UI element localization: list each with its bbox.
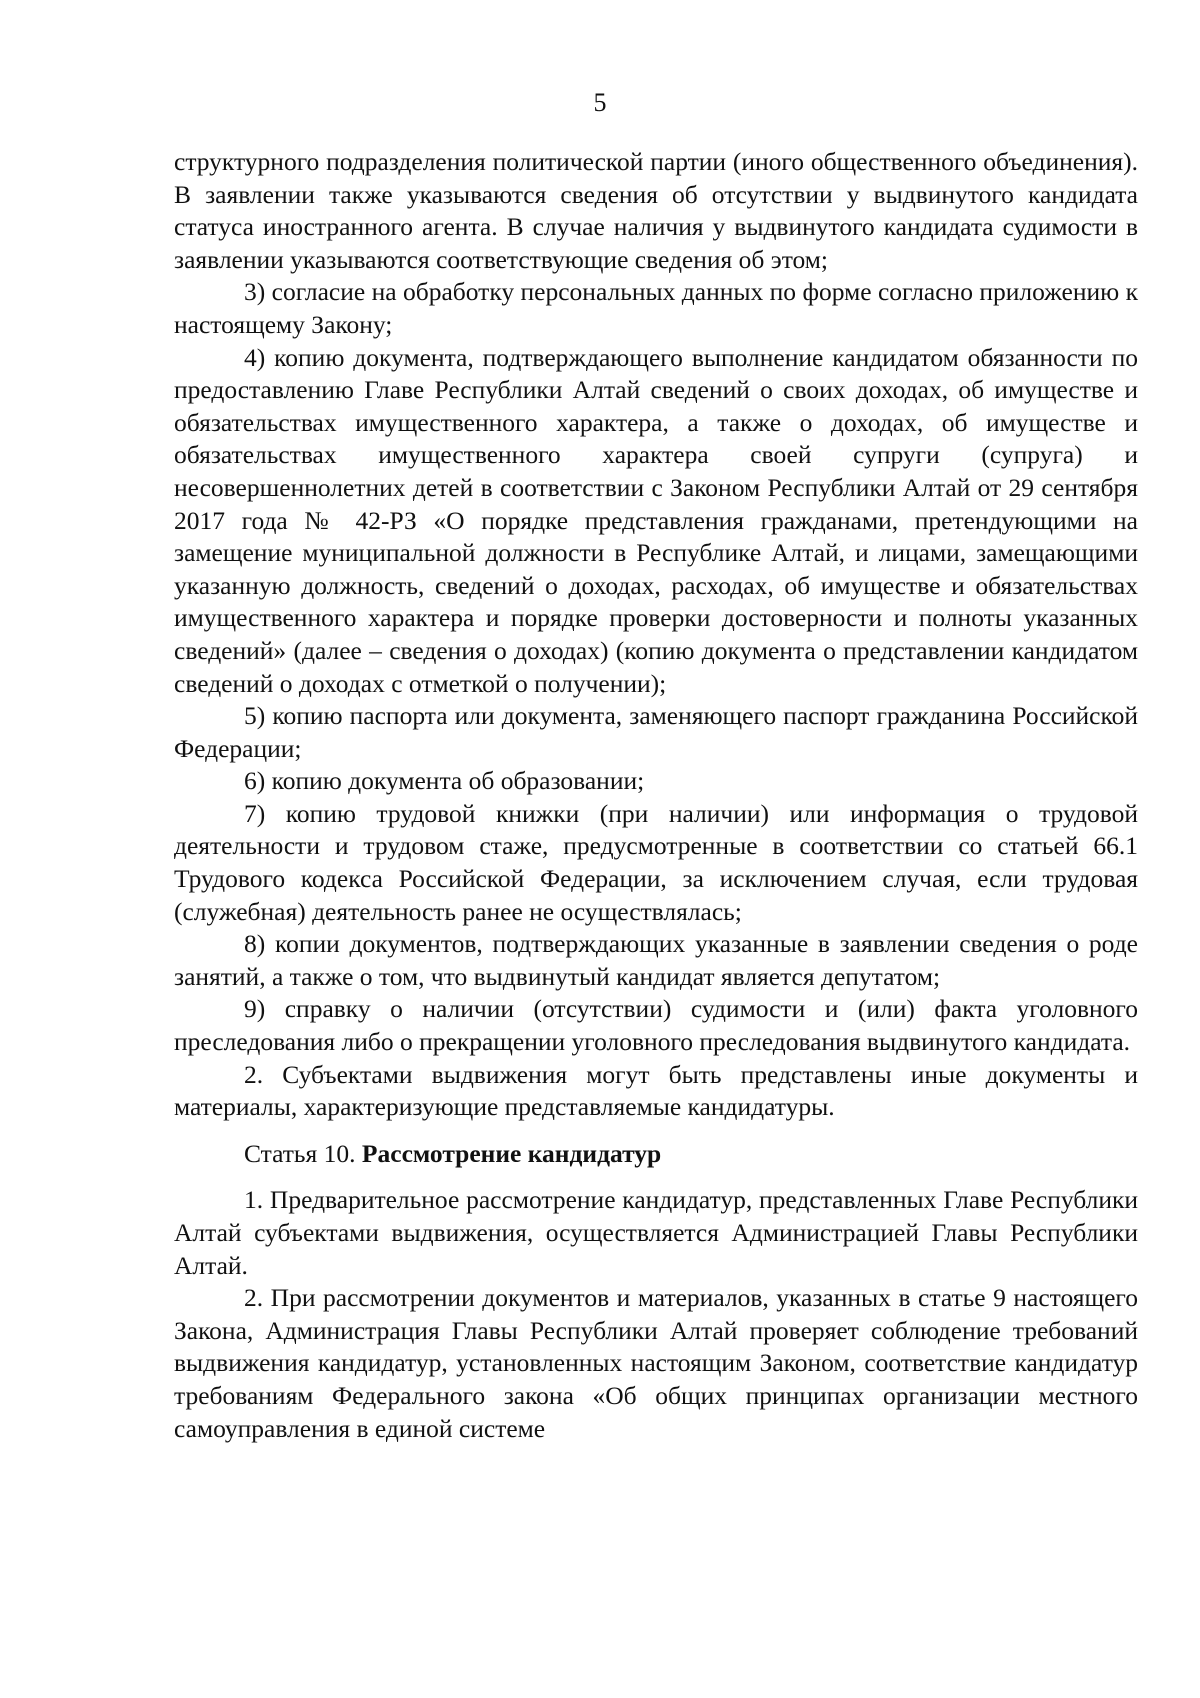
paragraph: 2. При рассмотрении документов и материалов, указанных в статье 9 настоящего Закона, Администрация Главы Республики Алтай проверяет соблюдение требований выдвижения кандидатур, установленных настоящим Законом, соответствие кандидатур требованиям Федерального закона «Об общих принципах организации местного самоуправления в единой системе — [174, 1283, 1138, 1443]
article-prefix: Статья 10. — [244, 1138, 356, 1168]
paragraph: структурного подразделения политической партии (иного общественного объединения). В заявлении также указываются сведения об отсутствии у выдвинутого кандидата статуса иностранного агента. В случае наличия у выдвинутого кандидата судимости в заявлении указываются соответствующие сведения об этом; — [174, 147, 1138, 274]
paragraph: 7) копию трудовой книжки (при наличии) или информация о трудовой деятельности и трудовом стаже, предусмотренные в соответствии со статьей 66.1 Трудового кодекса Российской Федерации, за исключением случая, если трудовая (служебная) деятельность ранее не осуществлялась; — [174, 798, 1138, 926]
paragraphs-before-article — [174, 146, 1138, 1124]
paragraph: 5) копию паспорта или документа, заменяющего паспорт гражданина Российской Федерации; — [174, 701, 1138, 763]
paragraph: 4) копию документа, подтверждающего выполнение кандидатом обязанности по предоставлению Главе Республики Алтай сведений о своих доходах, об имуществе и обязательствах имущественного характера, а также о доходах, об имуществе и обязательствах имущественного характера своей супруги (супруга) и несовершеннолетних детей в соответствии с Законом Республики Алтай от 29 сентября 2017 года № 42-РЗ «О порядке представления гражданами, претендующими на замещение муниципальной должности в Республике Алтай, и лицами, замещающими указанную должность, сведений о доходах, расходах, об имуществе и обязательствах имущественного характера и порядке проверки достоверности и полноты указанных сведений» (далее – сведения о доходах) (копию документа о представлении кандидатом сведений о доходах с отметкой о получении); — [174, 342, 1138, 698]
paragraph: 8) копии документов, подтверждающих указанные в заявлении сведения о роде занятий, а также о том, что выдвинутый кандидат является депутатом; — [174, 929, 1138, 991]
page-number: 5 — [593, 88, 607, 117]
paragraph: 1. Предварительное рассмотрение кандидатур, представленных Главе Республики Алтай субъектами выдвижения, осуществляется Администрацией Главы Республики Алтай. — [174, 1185, 1138, 1280]
document-body — [174, 146, 1138, 1445]
paragraph: 3) согласие на обработку персональных данных по форме согласно приложению к настоящему Закону; — [174, 277, 1138, 339]
article-title: Рассмотрение кандидатур — [361, 1138, 662, 1168]
article-heading — [174, 1138, 1138, 1171]
paragraph: 6) копию документа об образовании; — [244, 766, 645, 796]
paragraph: 2. Субъектами выдвижения могут быть представлены иные документы и материалы, характеризующие представляемые кандидатуры. — [174, 1059, 1138, 1122]
paragraph: 9) справку о наличии (отсутствии) судимости и (или) факта уголовного преследования либо о прекращении уголовного преследования выдвинутого кандидата. — [174, 994, 1138, 1057]
paragraphs-after-article — [174, 1184, 1138, 1445]
